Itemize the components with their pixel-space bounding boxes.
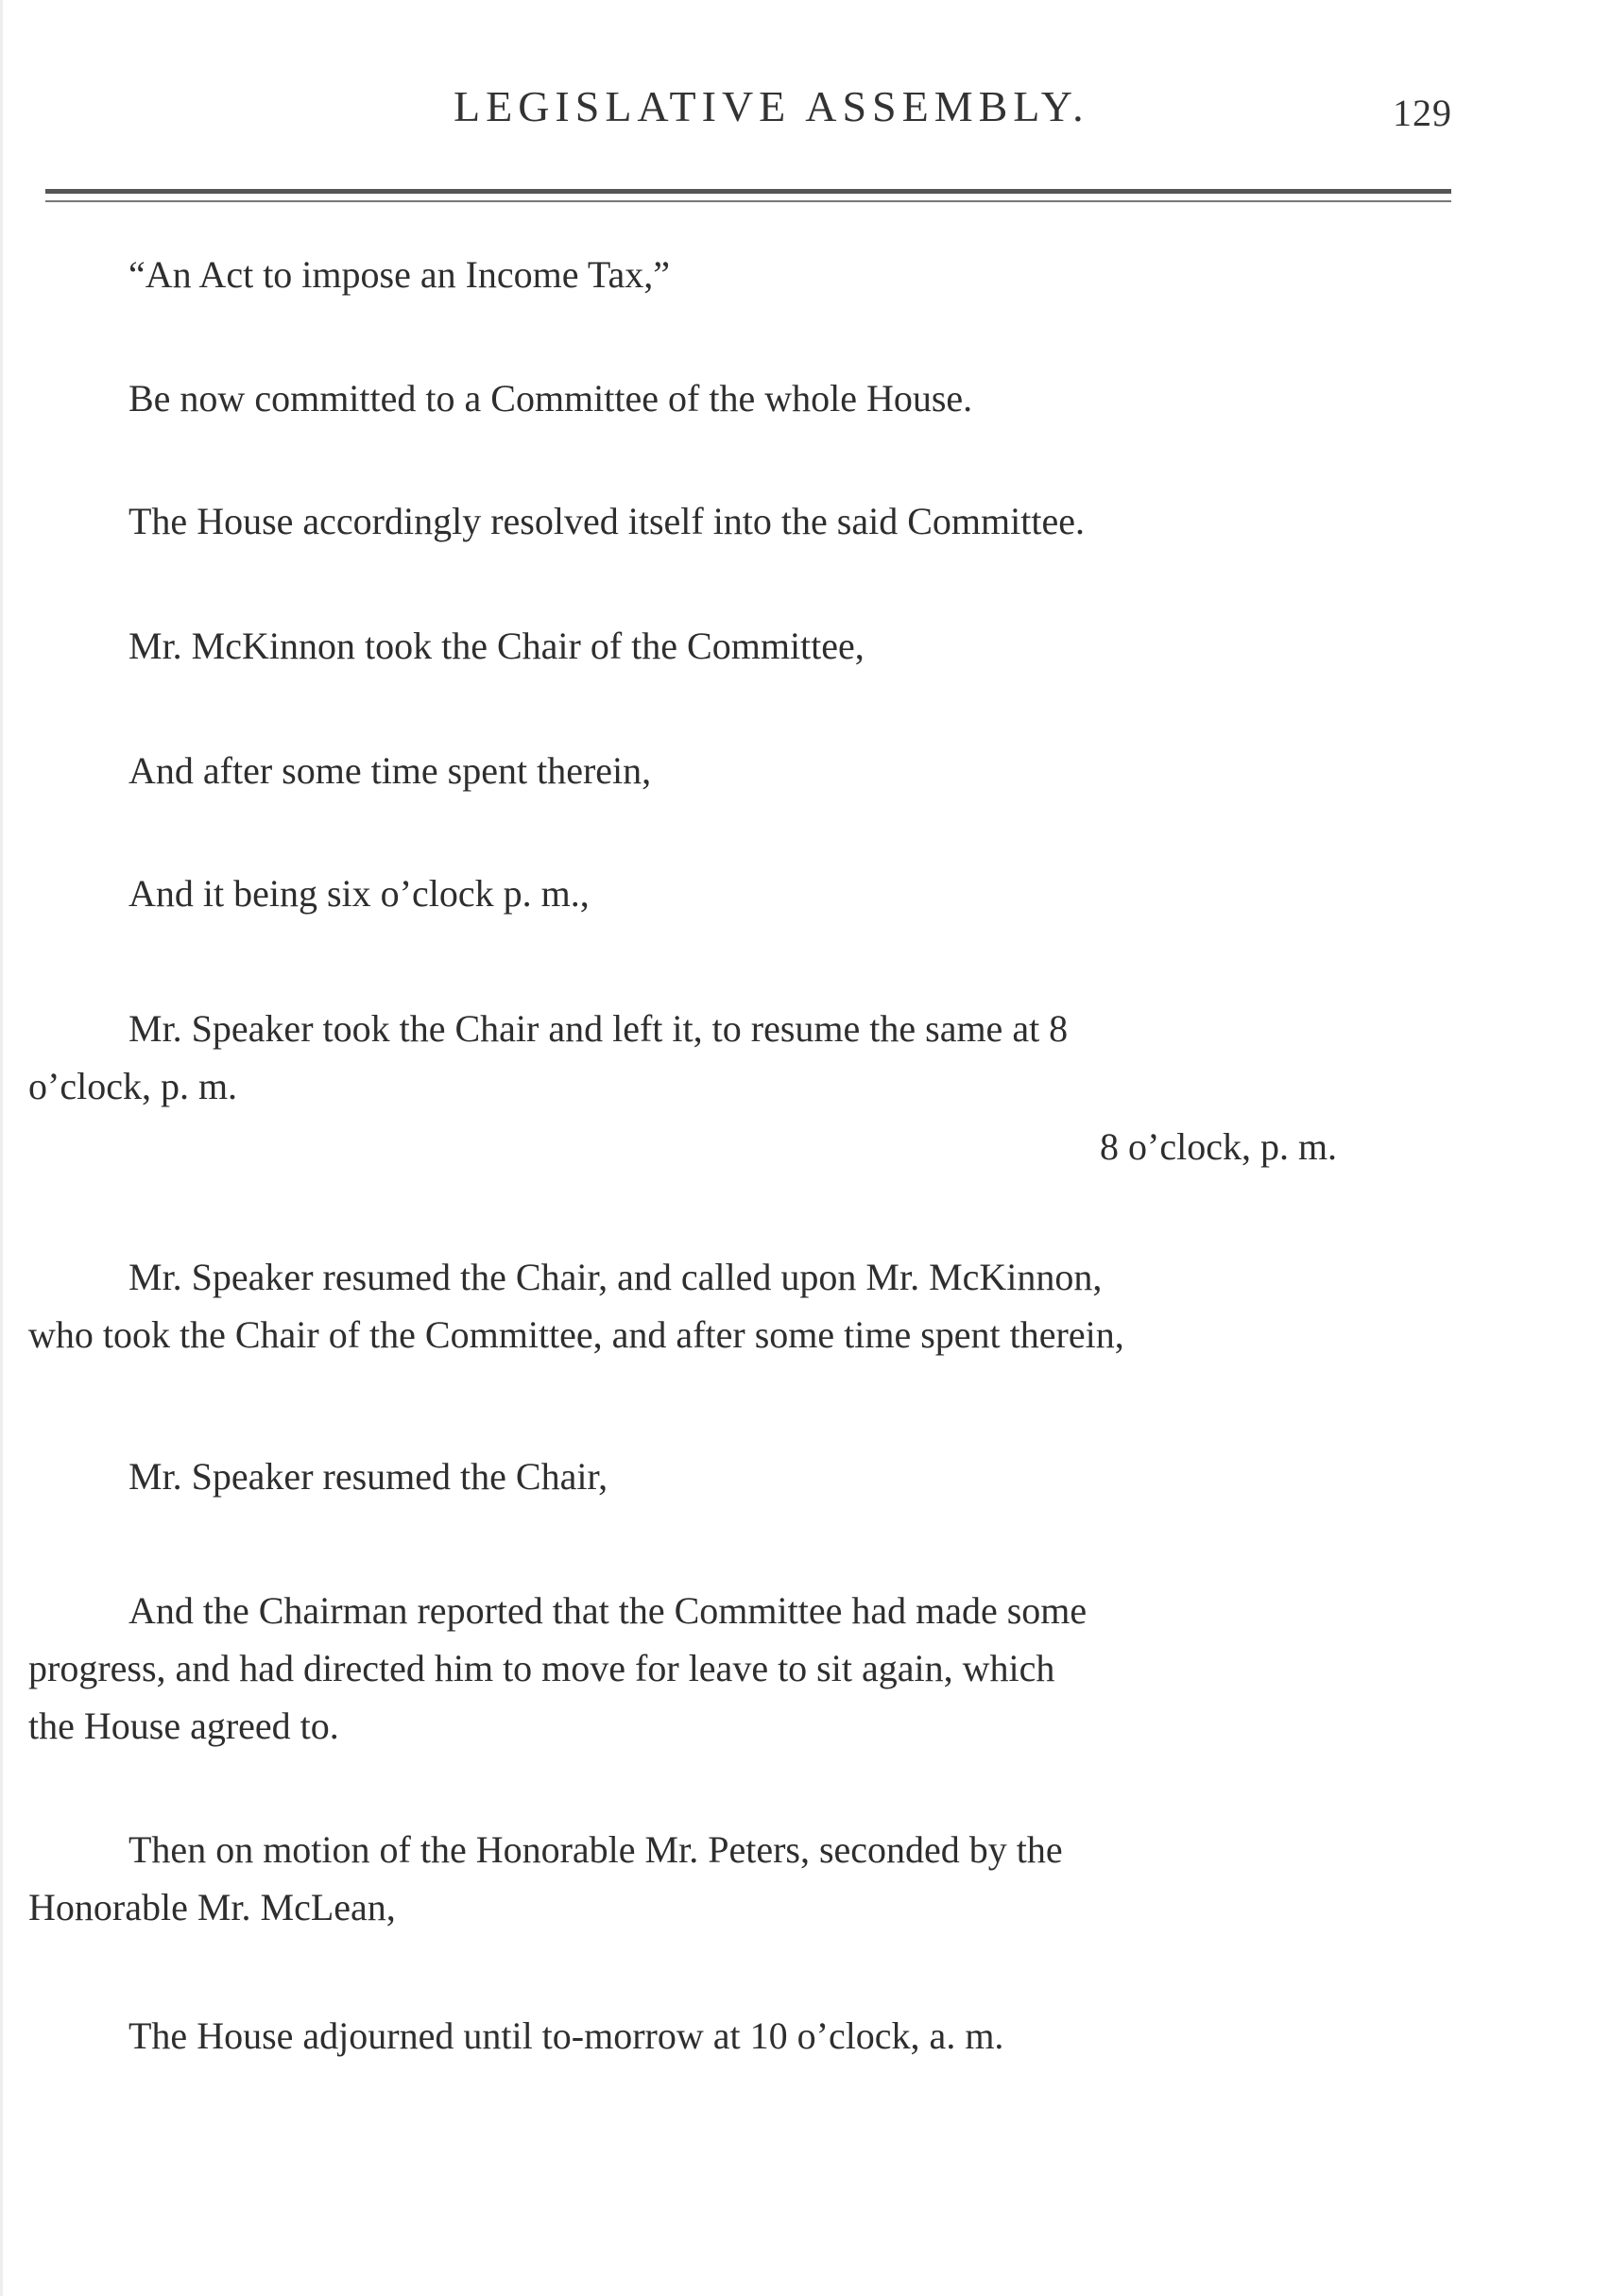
paragraph-text: “An Act to impose an Income Tax,” <box>128 253 670 296</box>
paragraph-motion <box>28 1821 1453 1936</box>
paragraph-text: And after some time spent therein, <box>128 749 652 792</box>
paragraph-chairman-report <box>28 1582 1453 1755</box>
paragraph-line: progress, and had directed him to move for leave to sit again, which <box>28 1647 1055 1689</box>
paragraph-text: And it being six o’clock p. m., <box>128 872 590 915</box>
paragraph-line: Honorable Mr. McLean, <box>28 1886 396 1928</box>
paragraph-chair-taken <box>28 617 1453 675</box>
paragraph-text: Mr. Speaker resumed the Chair, <box>128 1455 608 1498</box>
header-rule-thick <box>45 189 1451 194</box>
time-heading: 8 o’clock, p. m. <box>1100 1125 1338 1168</box>
paragraph-line: o’clock, p. m. <box>28 1065 238 1107</box>
paragraph-line: Mr. Speaker took the Chair and left it, to resume the same at 8 <box>128 1007 1069 1050</box>
paragraph-committed <box>28 369 1453 427</box>
paragraph-speaker-left <box>28 1000 1453 1115</box>
paragraph-line: the House agreed to. <box>28 1705 339 1747</box>
running-head <box>0 81 1610 147</box>
paragraph-bill-title <box>28 246 1453 303</box>
paragraph-adjourned <box>28 2007 1453 2065</box>
paragraph-text: Be now committed to a Committee of the whole House. <box>128 377 973 420</box>
paragraph-text: Mr. McKinnon took the Chair of the Committee, <box>128 625 865 667</box>
page-edge-shadow <box>0 0 3 2296</box>
paragraph-line: Then on motion of the Honorable Mr. Peters, seconded by the <box>128 1828 1063 1871</box>
header-rule-thin <box>45 200 1451 202</box>
running-title: LEGISLATIVE ASSEMBLY. <box>454 82 1089 130</box>
paragraph-speaker-resumed <box>28 1248 1453 1363</box>
paragraph-six-oclock <box>28 865 1453 922</box>
paragraph-time-spent <box>28 742 1453 799</box>
paragraph-line: Mr. Speaker resumed the Chair, and called upon Mr. McKinnon, <box>128 1256 1103 1298</box>
paragraph-line: who took the Chair of the Committee, and after some time spent therein, <box>28 1313 1124 1356</box>
paragraph-resolved <box>28 492 1453 550</box>
paragraph-line: And the Chairman reported that the Committee had made some <box>128 1589 1088 1632</box>
paragraph-text: The House adjourned until to-morrow at 10 o’clock, a. m. <box>128 2014 1004 2057</box>
page-number: 129 <box>1393 92 1452 134</box>
paragraph-speaker-resumed-again <box>28 1448 1453 1505</box>
paragraph-text: The House accordingly resolved itself into the said Committee. <box>128 500 1085 542</box>
